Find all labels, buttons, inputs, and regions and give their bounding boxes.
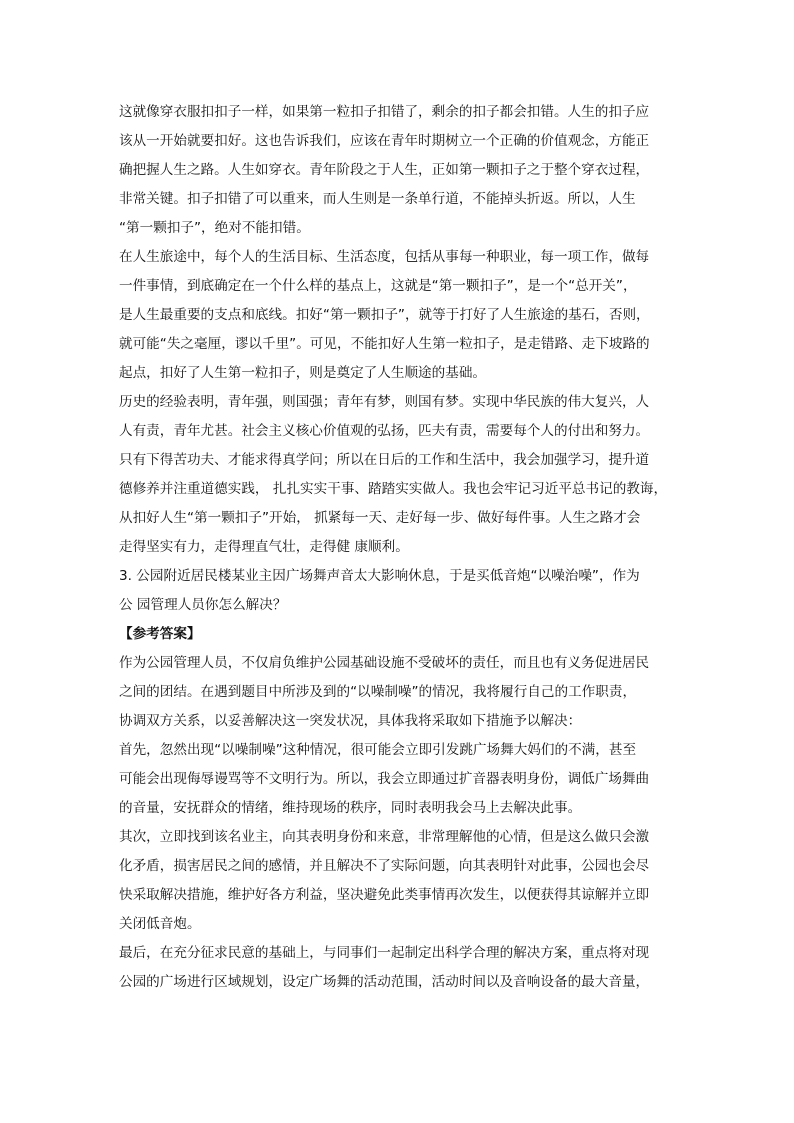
text-line: 化矛盾，损害居民之间的感情，并且解决不了实际问题，向其表明针对此事，公园也会尽 xyxy=(119,858,650,874)
document-page xyxy=(119,98,679,997)
text-line: 走得坚实有力，走得理直气壮，走得健 康顺利。 xyxy=(119,539,409,555)
text-line: 一件事情，到底确定在一个什么样的基点上，这就是“第一颗扣子”，是一个“总开关”， xyxy=(119,278,637,294)
text-line: 人有责，青年尤甚。社会主义核心价值观的弘扬，匹夫有责，需要每个人的付出和努力。 xyxy=(119,423,650,439)
text-line: “第一颗扣子”，绝对不能扣错。 xyxy=(119,220,310,236)
text-line: 快采取解决措施，维护好各方利益，坚决避免此类事情再次发生，以便获得其谅解并立即 xyxy=(119,887,650,903)
text-line: 是人生最重要的支点和底线。扣好“第一颗扣子”，就等于打好了人生旅途的基石，否则， xyxy=(119,307,650,323)
text-line: 就可能“失之毫厘，谬以千里”。可见，不能扣好人生第一粒扣子，是走错路、走下坡路的 xyxy=(119,336,650,352)
text-line: 历史的经验表明，青年强，则国强；青年有梦，则国有梦。实现中华民族的伟大复兴，人 xyxy=(119,394,650,410)
text-line: 最后，在充分征求民意的基础上，与同事们一起制定出科学合理的解决方案，重点将对现 xyxy=(119,945,650,961)
text-line: 之间的团结。在遇到题目中所涉及到的“以噪制噪”的情况，我将履行自己的工作职责， xyxy=(119,684,637,700)
text-line: 起点，扣好了人生第一粒扣子，则是奠定了人生顺途的基础。 xyxy=(119,365,487,381)
text-line: 其次，立即找到该名业主，向其表明身份和来意，非常理解他的心情，但是这么做只会激 xyxy=(119,829,650,845)
text-line: 公园的广场进行区域规划，设定广场舞的活动范围，活动时间以及音响设备的最大音量， xyxy=(119,974,650,990)
text-line: 的音量，安抚群众的情绪，维持现场的秩序，同时表明我会马上去解决此事。 xyxy=(119,800,582,816)
text-line: 3. 公园附近居民楼某业主因广场舞声音太大影响休息，于是买低音炮“以噪治噪”，作为 xyxy=(119,568,640,584)
text-line: 只有下得苦功夫、才能求得真学问；所以在日后的工作和生活中，我会加强学习，提升道 xyxy=(119,452,650,468)
text-line: 关闭低音炮。 xyxy=(119,916,201,932)
text-line: 确把握人生之路。人生如穿衣。青年阶段之于人生，正如第一颗扣子之于整个穿衣过程， xyxy=(119,162,650,178)
text-line: 从扣好人生“第一颗扣子”开始， 抓紧每一天、走好每一步、做好每件事。人生之路才会 xyxy=(119,510,641,526)
section-heading: 【参考答案】 xyxy=(119,626,201,642)
text-line: 公 园管理人员你怎么解决？ xyxy=(119,597,287,613)
text-line: 德修养并注重道德实践， 扎扎实实干事、踏踏实实做人。我也会牢记习近平总书记的教诲， xyxy=(119,481,668,497)
text-line: 非常关键。扣子扣错了可以重来，而人生则是一条单行道，不能掉头折返。所以，人生 xyxy=(119,191,636,207)
text-line: 协调双方关系，以妥善解决这一突发状况，具体我将采取如下措施予以解决： xyxy=(119,713,582,729)
text-line: 作为公园管理人员，不仅肩负维护公园基础设施不受破坏的责任，而且也有义务促进居民 xyxy=(119,655,650,671)
text-line: 首先，忽然出现“以噪制噪”这种情况，很可能会立即引发跳广场舞大妈们的不满，甚至 xyxy=(119,742,637,758)
text-line: 可能会出现侮辱谩骂等不文明行为。所以，我会立即通过扩音器表明身份，调低广场舞曲 xyxy=(119,771,650,787)
text-line: 该从一开始就要扣好。这也告诉我们，应该在青年时期树立一个正确的价值观念，方能正 xyxy=(119,133,650,149)
text-line: 这就像穿衣服扣扣子一样，如果第一粒扣子扣错了，剩余的扣子都会扣错。人生的扣子应 xyxy=(119,104,650,120)
text-line: 在人生旅途中，每个人的生活目标、生活态度，包括从事每一种职业，每一项工作，做每 xyxy=(119,249,650,265)
